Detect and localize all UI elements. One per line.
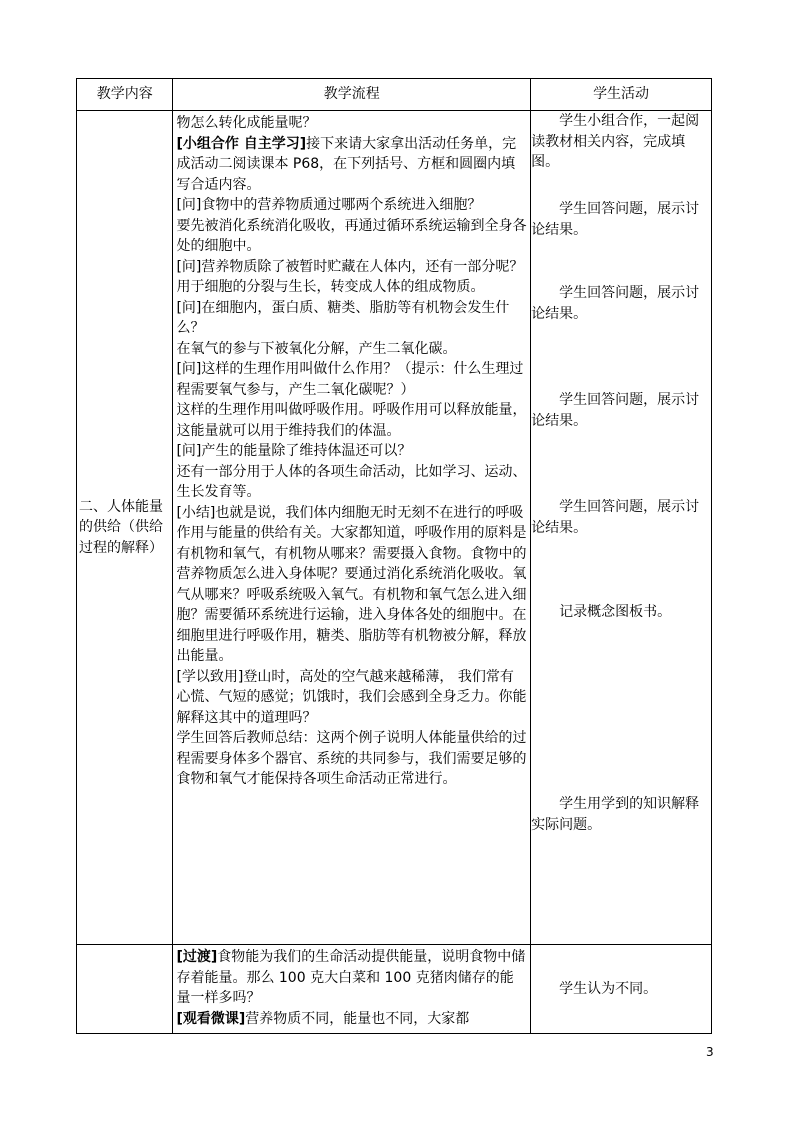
process-para: [问]食物中的营养物质通过哪两个系统进入细胞？ xyxy=(176,197,482,213)
section-label: [过渡] xyxy=(176,949,218,965)
activity-text: 学生用学到的知识解释实际问题。 xyxy=(531,796,700,833)
header-content: 教学内容 xyxy=(77,79,173,111)
process-para: 在氧气的参与下被氧化分解，产生二氧化碳。 xyxy=(176,340,457,357)
process-para: [过渡]食物能为我们的生命活动提供能量，说明食物中储存着能量。那么 100 克大白菜和 100 克猪肉储存的能量一样多吗？ xyxy=(176,949,526,1006)
section-label: [小组合作 自主学习] xyxy=(176,135,307,152)
activity-text: 学生认为不同。 xyxy=(559,980,658,997)
content-cell xyxy=(77,945,173,1034)
process-para: [问]在细胞内，蛋白质、糖类、脂肪等有机物会发生什么？ xyxy=(176,299,510,336)
header-activity: 学生活动 xyxy=(531,79,712,111)
content-text: 二、人体能量的供给（供给过程的解释） xyxy=(79,498,163,556)
process-para: 还有一部分用于人体的各项生命活动，比如学习、运动、生长发育等。 xyxy=(176,463,527,500)
activity-cell xyxy=(531,111,712,945)
activity-text: 学生回答问题，展示讨论结果。 xyxy=(531,499,700,536)
activity-text: 学生回答问题，展示讨论结果。 xyxy=(531,285,700,322)
process-para: [小组合作 自主学习]接下来请大家拿出活动任务单，完成活动二阅读课本 P68，在下列括号、方框和圆圈内填写合适内容。 xyxy=(176,135,517,193)
process-cell xyxy=(173,111,531,945)
process-para: [观看微课]营养物质不同，能量也不同，大家都 xyxy=(176,1010,470,1027)
process-para: [小结]也就是说，我们体内细胞无时无刻不在进行的呼吸作用与能量的供给有关。大家都知道，呼吸作用的原料是有机物和氧气，有机物从哪来？需要摄入食物。食物中的营养物质怎么进入身体呢？要通过消化系统消化吸收。氧气从哪来？呼吸系统吸入氧气。有机物和氧气怎么进入细胞？需要循环系统进行运输，进入身体各处的细胞中。在细胞里进行呼吸作用，糖类、脂肪等有机物被分解，释放出能量。 xyxy=(176,504,527,664)
header-row xyxy=(77,79,712,111)
process-para: [学以致用]登山时，高处的空气越来越稀薄， 我们常有心慌、气短的感觉；饥饿时，我们会感到全身乏力。你能解释这其中的道理吗？ xyxy=(176,668,527,726)
activity-text: 学生回答问题，展示讨论结果。 xyxy=(531,392,700,429)
table-row xyxy=(77,111,712,945)
process-para: [问]这样的生理作用叫做什么作用？（提示：什么生理过程需要氧气参与，产生二氧化碳呢？） xyxy=(176,361,524,398)
process-para: 要先被消化系统消化吸收，再通过循环系统运输到全身各处的细胞中。 xyxy=(176,217,527,254)
process-cell xyxy=(173,945,531,1034)
activity-text: 学生小组合作，一起阅读教材相关内容，完成填图。 xyxy=(531,113,700,170)
lesson-plan-table xyxy=(76,78,712,1034)
process-para: 这样的生理作用叫做呼吸作用。呼吸作用可以释放能量，这能量就可以用于维持我们的体温。 xyxy=(176,402,527,439)
content-cell xyxy=(77,111,173,945)
process-para: [问]产生的能量除了维持体温还可以？ xyxy=(176,443,412,459)
table-row xyxy=(77,945,712,1034)
page-number: 3 xyxy=(706,1045,714,1059)
section-label: [观看微课] xyxy=(176,1010,246,1027)
activity-text: 记录概念图板书。 xyxy=(559,604,672,620)
header-process: 教学流程 xyxy=(173,79,531,111)
process-para: 物怎么转化成能量呢？ xyxy=(176,115,317,131)
activity-text: 学生回答问题，展示讨论结果。 xyxy=(531,201,700,238)
process-para: [问]营养物质除了被暂时贮藏在人体内，还有一部分呢？ xyxy=(176,258,524,275)
process-para: 用于细胞的分裂与生长，转变成人体的组成物质。 xyxy=(176,279,485,295)
activity-cell xyxy=(531,945,712,1034)
process-para: 学生回答后教师总结：这两个例子说明人体能量供给的过程需要身体多个器官、系统的共同参与，我们需要足够的食物和氧气才能保持各项生命活动正常进行。 xyxy=(176,730,527,787)
